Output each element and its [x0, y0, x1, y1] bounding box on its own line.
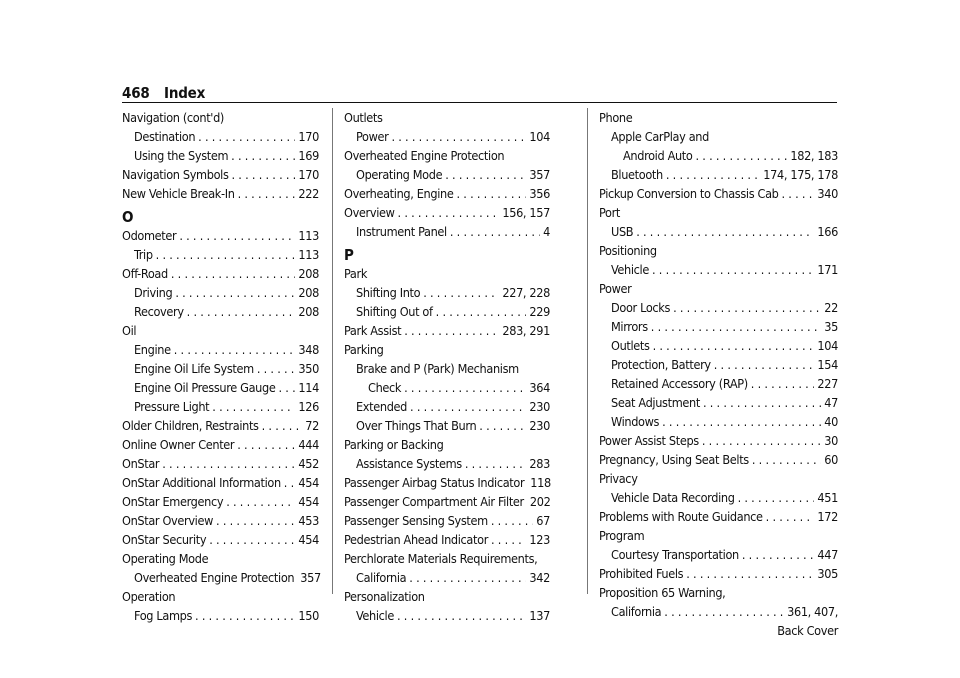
index-entry: Overheated Engine Protection 357	[134, 570, 321, 585]
index-entry: Passenger Sensing System . . . 67	[344, 511, 550, 530]
index-entry: Operating Mode . . . 357	[344, 165, 550, 184]
index-entry: Check . . . 364	[344, 378, 550, 397]
index-heading: Operation	[122, 589, 176, 604]
section-letter-p: P	[344, 246, 354, 264]
index-entry: Pressure Light . . . 126	[122, 397, 319, 416]
index-heading: Operating Mode	[122, 551, 209, 566]
index-entry: Navigation Symbols . . . 170	[122, 165, 319, 184]
index-entry: Engine . . . 348	[122, 340, 319, 359]
index-entry: Extended . . . 230	[344, 397, 550, 416]
index-entry: Odometer . . . 113	[122, 226, 319, 245]
index-entry: Windows . . . 40	[599, 412, 838, 431]
index-entry: Vehicle Data Recording . . . 451	[599, 488, 838, 507]
index-entry: Prohibited Fuels . . . 305	[599, 564, 838, 583]
section-letter-o: O	[122, 208, 134, 226]
index-heading: Positioning	[599, 243, 657, 258]
index-entry: Android Auto . . . 182, 183	[599, 146, 838, 165]
index-heading: Program	[599, 528, 645, 543]
index-entry: New Vehicle Break-In . . . 222	[122, 184, 319, 203]
index-entry: Courtesy Transportation . . . 447	[599, 545, 838, 564]
index-column-2	[344, 108, 550, 625]
index-entry: Driving . . . 208	[122, 283, 319, 302]
page-number: 468	[122, 84, 150, 102]
index-entry: Using the System . . . 169	[122, 146, 319, 165]
page-title: Index	[164, 84, 206, 102]
index-heading: Perchlorate Materials Requirements,	[344, 551, 538, 566]
index-entry: Park Assist . . . 283, 291	[344, 321, 550, 340]
index-heading: Power	[599, 281, 632, 296]
index-entry: Problems with Route Guidance . . . 172	[599, 507, 838, 526]
index-entry: Power Assist Steps . . . 30	[599, 431, 838, 450]
index-entry: OnStar Additional Information . . . 454	[122, 473, 319, 492]
page-header	[122, 84, 837, 103]
index-entry: Trip . . . 113	[122, 245, 319, 264]
index-heading: Phone	[599, 110, 633, 125]
index-entry: Instrument Panel . . . 4	[344, 222, 550, 241]
index-entry: Over Things That Burn . . . 230	[344, 416, 550, 435]
index-column-3	[599, 108, 838, 640]
index-entry: California . . . 361, 407,	[599, 602, 838, 621]
index-entry: OnStar . . . 452	[122, 454, 319, 473]
index-heading: Outlets	[344, 110, 383, 125]
index-entry: Pregnancy, Using Seat Belts . . . 60	[599, 450, 838, 469]
index-entry: Outlets . . . 104	[599, 336, 838, 355]
index-entry: Overheating, Engine . . . 356	[344, 184, 550, 203]
index-entry: Online Owner Center . . . 444	[122, 435, 319, 454]
index-continuation: Back Cover	[777, 623, 838, 638]
index-entry: Engine Oil Pressure Gauge . . . 114	[122, 378, 319, 397]
index-entry: Vehicle . . . 137	[344, 606, 550, 625]
index-heading: Parking	[344, 342, 384, 357]
index-heading: Oil	[122, 323, 137, 338]
index-entry: Engine Oil Life System . . . 350	[122, 359, 319, 378]
index-heading: Navigation (cont'd)	[122, 110, 224, 125]
index-entry: Older Children, Restraints . . . 72	[122, 416, 319, 435]
index-heading: Proposition 65 Warning,	[599, 585, 726, 600]
index-entry: Retained Accessory (RAP) . . . 227	[599, 374, 838, 393]
index-entry: Seat Adjustment . . . 47	[599, 393, 838, 412]
index-entry: Pedestrian Ahead Indicator . . . 123	[344, 530, 550, 549]
index-entry: Fog Lamps . . . 150	[122, 606, 319, 625]
index-entry: Pickup Conversion to Chassis Cab . . . 340	[599, 184, 838, 203]
index-heading: Overheated Engine Protection	[344, 148, 505, 163]
index-entry: Passenger Airbag Status Indicator 118	[344, 475, 551, 490]
index-entry: Shifting Out of . . . 229	[344, 302, 550, 321]
index-entry: Bluetooth . . . 174, 175, 178	[599, 165, 838, 184]
index-entry: OnStar Overview . . . 453	[122, 511, 319, 530]
index-entry: Overview . . . 156, 157	[344, 203, 550, 222]
index-column-1	[122, 108, 319, 625]
index-entry: Passenger Compartment Air Filter 202	[344, 494, 551, 509]
index-entry: OnStar Security . . . 454	[122, 530, 319, 549]
index-entry: Recovery . . . 208	[122, 302, 319, 321]
index-entry: Assistance Systems . . . 283	[344, 454, 550, 473]
index-entry: OnStar Emergency . . . 454	[122, 492, 319, 511]
index-entry: Power . . . 104	[344, 127, 550, 146]
index-entry: Vehicle . . . 171	[599, 260, 838, 279]
index-entry: USB . . . 166	[599, 222, 838, 241]
index-heading: Personalization	[344, 589, 425, 604]
index-entry: Door Locks . . . 22	[599, 298, 838, 317]
index-heading: Parking or Backing	[344, 437, 444, 452]
index-entry: Mirrors . . . 35	[599, 317, 838, 336]
index-entry: Destination . . . 170	[122, 127, 319, 146]
index-heading: Port	[599, 205, 621, 220]
index-heading: Privacy	[599, 471, 638, 486]
index-entry: Off-Road . . . 208	[122, 264, 319, 283]
index-entry: California . . . 342	[344, 568, 550, 587]
index-heading: Park	[344, 266, 368, 281]
index-entry: Protection, Battery . . . 154	[599, 355, 838, 374]
index-entry: Shifting Into . . . 227, 228	[344, 283, 550, 302]
index-heading: Brake and P (Park) Mechanism	[356, 361, 519, 376]
index-heading: Apple CarPlay and	[611, 129, 709, 144]
